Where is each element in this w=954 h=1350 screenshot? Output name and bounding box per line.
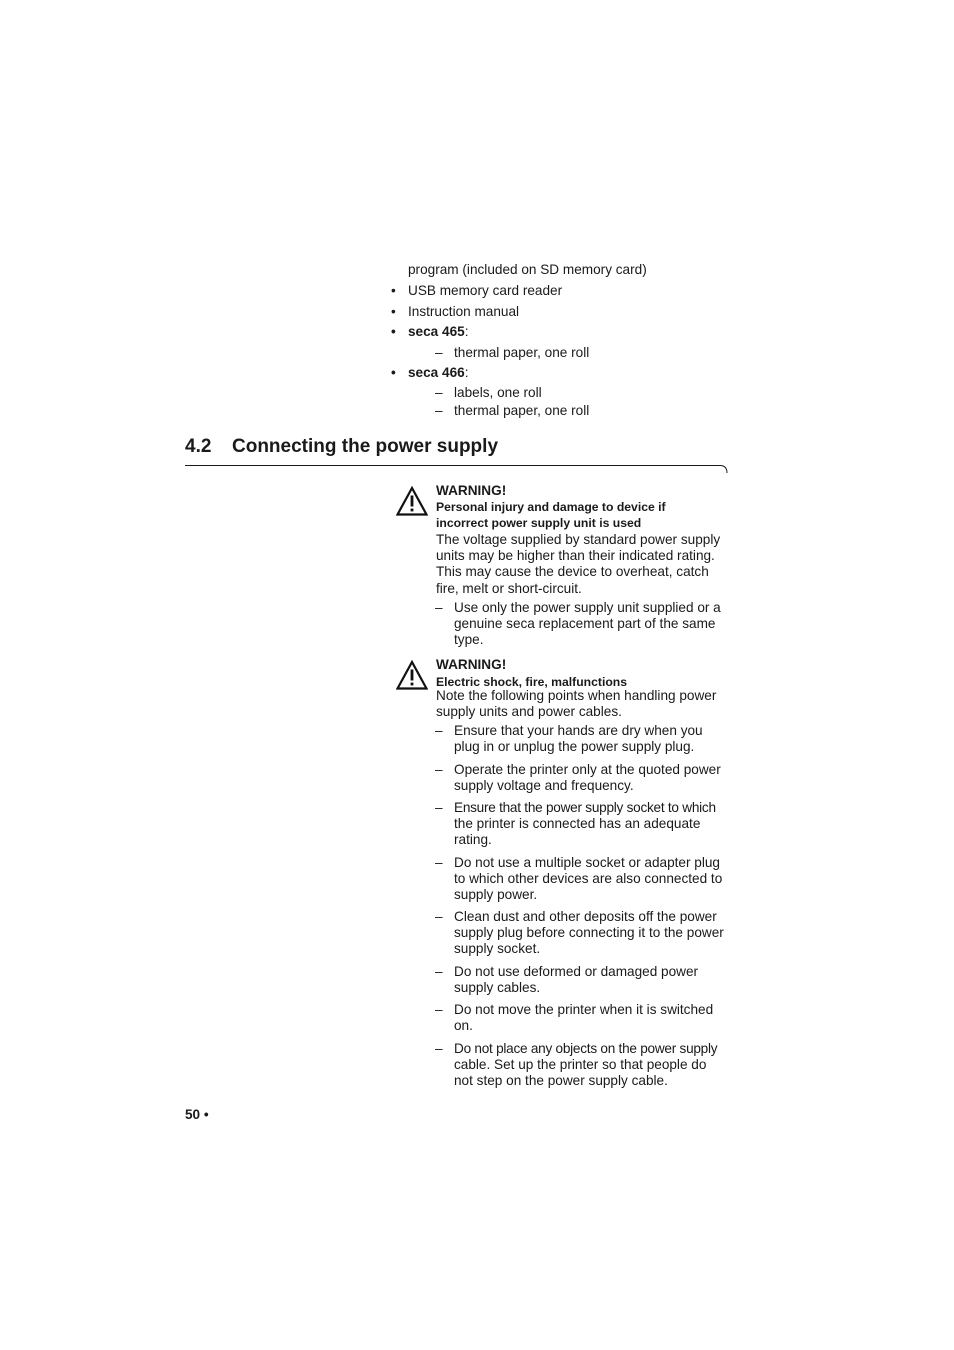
warning-title: WARNING!	[436, 657, 507, 672]
instruction-line: Clean dust and other deposits off the power	[454, 909, 717, 924]
warning-body-line: fire, melt or short-circuit.	[436, 581, 582, 596]
bullet-glyph: •	[391, 324, 396, 339]
dash-glyph: –	[435, 403, 443, 418]
list-item-seca466	[408, 365, 468, 381]
dash-glyph: –	[435, 723, 443, 738]
warning-body-line: units may be higher than their indicated rating.	[436, 548, 715, 563]
section-rule	[185, 464, 730, 478]
instruction-line: supply cables.	[454, 980, 541, 995]
product-name: seca 466	[408, 365, 465, 380]
warning-body-line: This may cause the device to overheat, catch	[436, 564, 709, 579]
page-number-bullet: •	[203, 1107, 209, 1122]
dash-glyph: –	[435, 385, 443, 400]
instruction-line: genuine seca replacement part of the same	[454, 616, 716, 631]
instruction-line: Do not use a multiple socket or adapter plug	[454, 855, 720, 870]
instruction-line: to which other devices are also connected to	[454, 871, 723, 886]
dash-glyph: –	[435, 800, 443, 815]
dash-glyph: –	[435, 1041, 443, 1056]
section-number: 4.2	[185, 436, 212, 457]
list-item-seca465	[408, 324, 468, 340]
dash-glyph: –	[435, 345, 443, 360]
warning-body-line: Note the following points when handling power	[436, 688, 717, 703]
page-number-value: 50	[185, 1107, 201, 1122]
warning-title: WARNING!	[436, 483, 507, 498]
instruction-line: Operate the printer only at the quoted power	[454, 762, 721, 777]
instruction-line: supply voltage and frequency.	[454, 778, 634, 793]
bullet-glyph: •	[391, 365, 396, 380]
page-number	[185, 1107, 209, 1123]
list-item: USB memory card reader	[408, 283, 563, 298]
instruction-line: Use only the power supply unit supplied or a	[454, 600, 721, 615]
instruction-line: the printer is connected has an adequate	[454, 816, 701, 831]
instruction-line: rating.	[454, 832, 492, 847]
instruction-line: supply plug before connecting it to the power	[454, 925, 724, 940]
bullet-glyph: •	[391, 304, 396, 319]
instruction-line: Ensure that the power supply socket to which	[454, 800, 716, 815]
colon: :	[464, 365, 469, 380]
instruction-line: type.	[454, 632, 484, 647]
instruction-line: cable. Set up the printer so that people do	[454, 1057, 707, 1072]
warning-triangle-icon	[396, 660, 428, 690]
dash-glyph: –	[435, 762, 443, 777]
warning-subtitle: Electric shock, fire, malfunctions	[436, 675, 627, 689]
instruction-line: on.	[454, 1018, 473, 1033]
instruction-line: Do not move the printer when it is switched	[454, 1002, 714, 1017]
colon: :	[464, 324, 469, 339]
dash-glyph: –	[435, 855, 443, 870]
intro-continuation-line: program (included on SD memory card)	[408, 262, 647, 277]
section-title: Connecting the power supply	[232, 436, 499, 457]
warning-body-line: supply units and power cables.	[436, 704, 622, 719]
dash-glyph: –	[435, 909, 443, 924]
sub-item: thermal paper, one roll	[454, 403, 590, 418]
instruction-line: supply socket.	[454, 941, 541, 956]
instruction-line: supply power.	[454, 887, 538, 902]
warning-body-line: The voltage supplied by standard power supply	[436, 532, 721, 547]
instruction-line: Do not place any objects on the power supply	[454, 1041, 718, 1056]
instruction-line: Ensure that your hands are dry when you	[454, 723, 703, 738]
dash-glyph: –	[435, 964, 443, 979]
dash-glyph: –	[435, 1002, 443, 1017]
sub-item: thermal paper, one roll	[454, 345, 590, 360]
warning-subtitle: Personal injury and damage to device if	[436, 500, 666, 514]
list-item: Instruction manual	[408, 304, 520, 319]
product-name: seca 465	[408, 324, 465, 339]
instruction-line: Do not use deformed or damaged power	[454, 964, 699, 979]
warning-triangle-icon	[396, 486, 428, 516]
dash-glyph: –	[435, 600, 443, 615]
sub-item: labels, one roll	[454, 385, 542, 400]
warning-subtitle: incorrect power supply unit is used	[436, 516, 642, 530]
instruction-line: plug in or unplug the power supply plug.	[454, 739, 695, 754]
instruction-line: not step on the power supply cable.	[454, 1073, 668, 1088]
bullet-glyph: •	[391, 283, 396, 298]
